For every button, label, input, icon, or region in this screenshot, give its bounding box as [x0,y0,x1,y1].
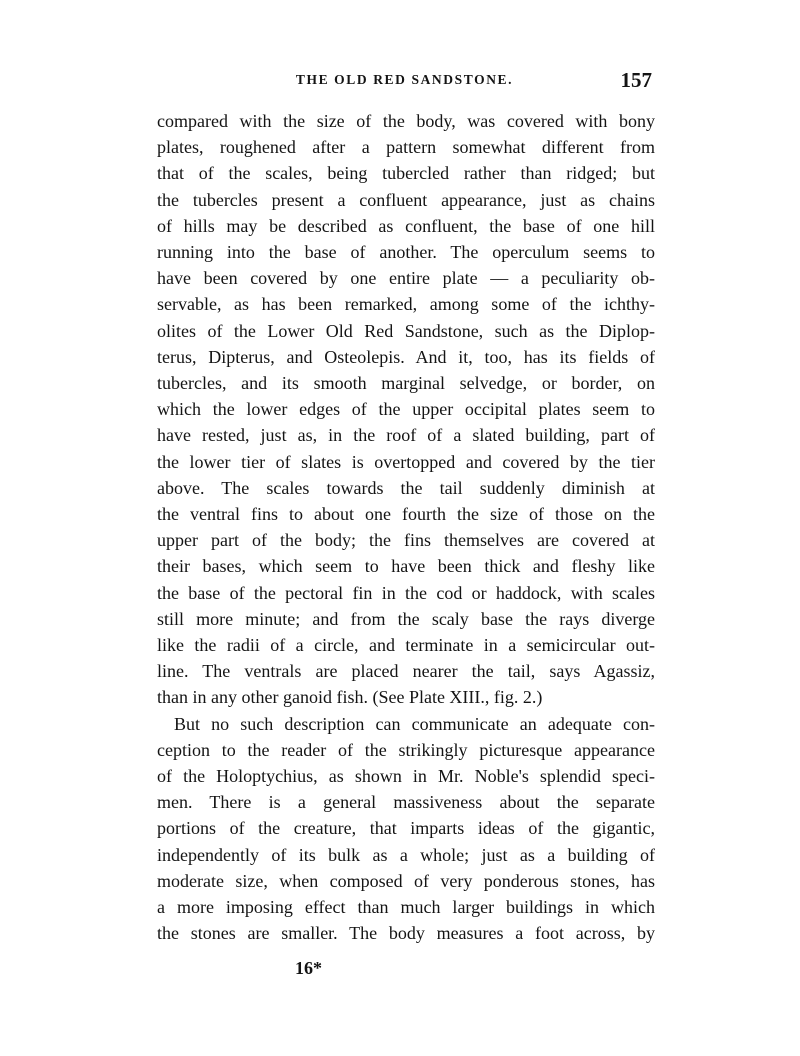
text-line: upper part of the body; the fins themselves are covered at [157,530,655,551]
text-line: line. The ventrals are placed nearer the tail, says Agassiz, [157,661,655,682]
text-line: independently of its bulk as a whole; just as a building of [157,844,655,865]
text-line: But no such description can communicate an adequate con- [174,713,655,734]
text-line: their bases, which seem to have been thick and fleshy like [157,556,655,577]
signature-mark: 16* [295,958,322,978]
text-line: of hills may be described as confluent, the base of one hill [157,215,655,236]
text-line: still more minute; and from the scaly base the rays diverge [157,608,655,629]
text-line: servable, as has been remarked, among some of the ichthy- [157,294,655,315]
text-line: portions of the creature, that imparts ideas of the gigantic, [157,818,655,839]
text-line: moderate size, when composed of very ponderous stones, has [157,870,655,891]
text-line: ception to the reader of the strikingly picturesque appearance [157,739,655,760]
text-line: terus, Dipterus, and Osteolepis. And it, too, has its fields of [157,346,655,367]
text-line: than in any other ganoid fish. (See Plate XIII., fig. 2.) [157,687,543,708]
text-line: that of the scales, being tubercled rather than ridged; but [157,163,655,184]
running-head: THE OLD RED SANDSTONE. [295,72,514,87]
text-line: compared with the size of the body, was covered with bony [157,111,655,131]
text-line: have been covered by one entire plate — a peculiarity ob- [157,268,655,289]
page-header [157,70,652,94]
text-line: which the lower edges of the upper occipital plates seem to [157,399,655,420]
body-text [157,108,655,947]
text-line: running into the base of another. The operculum seems to [157,242,655,263]
text-line: above. The scales towards the tail suddenly diminish at [157,477,655,498]
text-line: a more imposing effect than much larger buildings in which [157,897,655,918]
text-line: the base of the pectoral fin in the cod or haddock, with scales [157,582,655,603]
text-line: olites of the Lower Old Red Sandstone, such as the Diplop- [157,320,655,341]
page-number: 157 [620,68,652,92]
text-line: plates, roughened after a pattern somewhat different from [157,137,655,158]
text-line: tubercles, and its smooth marginal selvedge, or border, on [157,373,655,394]
text-line: of the Holoptychius, as shown in Mr. Noble's splendid speci- [157,766,655,787]
text-line: the lower tier of slates is overtopped and covered by the tier [157,451,655,472]
text-line: like the radii of a circle, and terminate in a semicircular out- [157,635,655,656]
text-line: men. There is a general massiveness about the separate [157,792,655,813]
text-line: the tubercles present a confluent appearance, just as chains [157,189,655,210]
text-line: the ventral fins to about one fourth the size of those on the [157,504,655,525]
text-line: the stones are smaller. The body measures a foot across, by [157,923,655,944]
text-line: have rested, just as, in the roof of a slated building, part of [157,425,655,446]
